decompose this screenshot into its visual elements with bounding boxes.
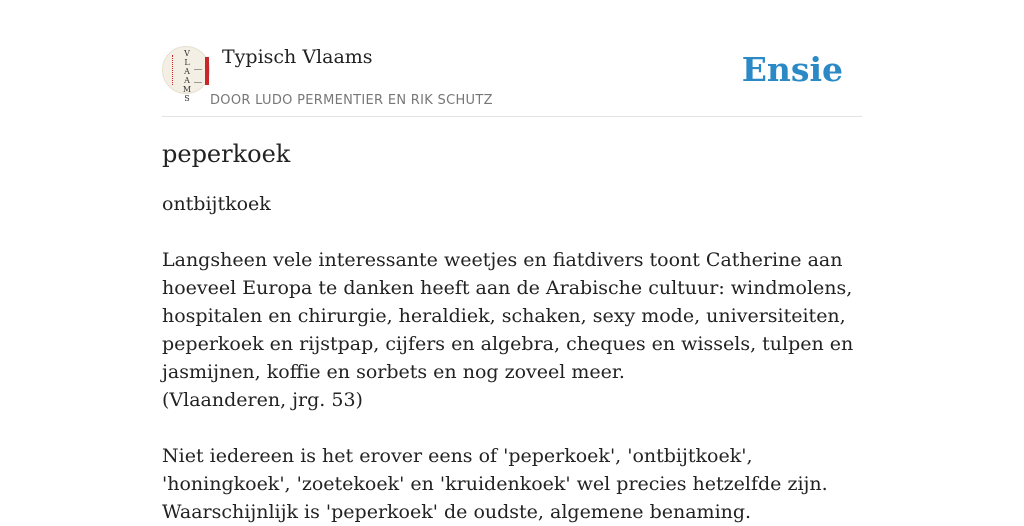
entry-word: peperkoek	[162, 140, 291, 168]
ensie-logo[interactable]: Ensie	[741, 50, 843, 89]
book-authors: DOOR LUDO PERMENTIER EN RIK SCHUTZ	[210, 93, 493, 108]
entry-content	[162, 136, 862, 526]
page-header	[162, 40, 862, 117]
cover-letters: V L A A M S	[182, 49, 192, 103]
book-title[interactable]: Typisch Vlaams	[222, 46, 373, 68]
cover-text-block	[194, 69, 202, 83]
cover-dotted-line	[172, 55, 179, 85]
entry-quote	[162, 246, 862, 414]
quote-source: (Vlaanderen, jrg. 53)	[162, 389, 363, 411]
quote-text: Langsheen vele interessante weetjes en fiatdivers toont Catherine aan hoeveel Europa te danken heeft aan de Arabische cultuur: windmolens, hospitalen en chirurgie, heraldiek, schaken, sexy mode, universiteiten, peperkoek en rijstpap, cijfers en algebra, cheques en wissels, tulpen en jasmijnen, koffie en sorbets en nog zoveel meer.	[162, 249, 854, 383]
cover-red-bar	[205, 57, 209, 85]
entry-definition: ontbijtkoek	[162, 193, 271, 215]
entry-note: Niet iedereen is het erover eens of 'peperkoek', 'ontbijtkoek', 'honingkoek', 'zoetekoek' en 'kruidenkoek' wel precies hetzelfde zijn. Waarschijnlijk is 'peperkoek' de oudste, algemene benaming.	[162, 445, 828, 523]
book-cover-avatar[interactable]	[162, 46, 210, 103]
